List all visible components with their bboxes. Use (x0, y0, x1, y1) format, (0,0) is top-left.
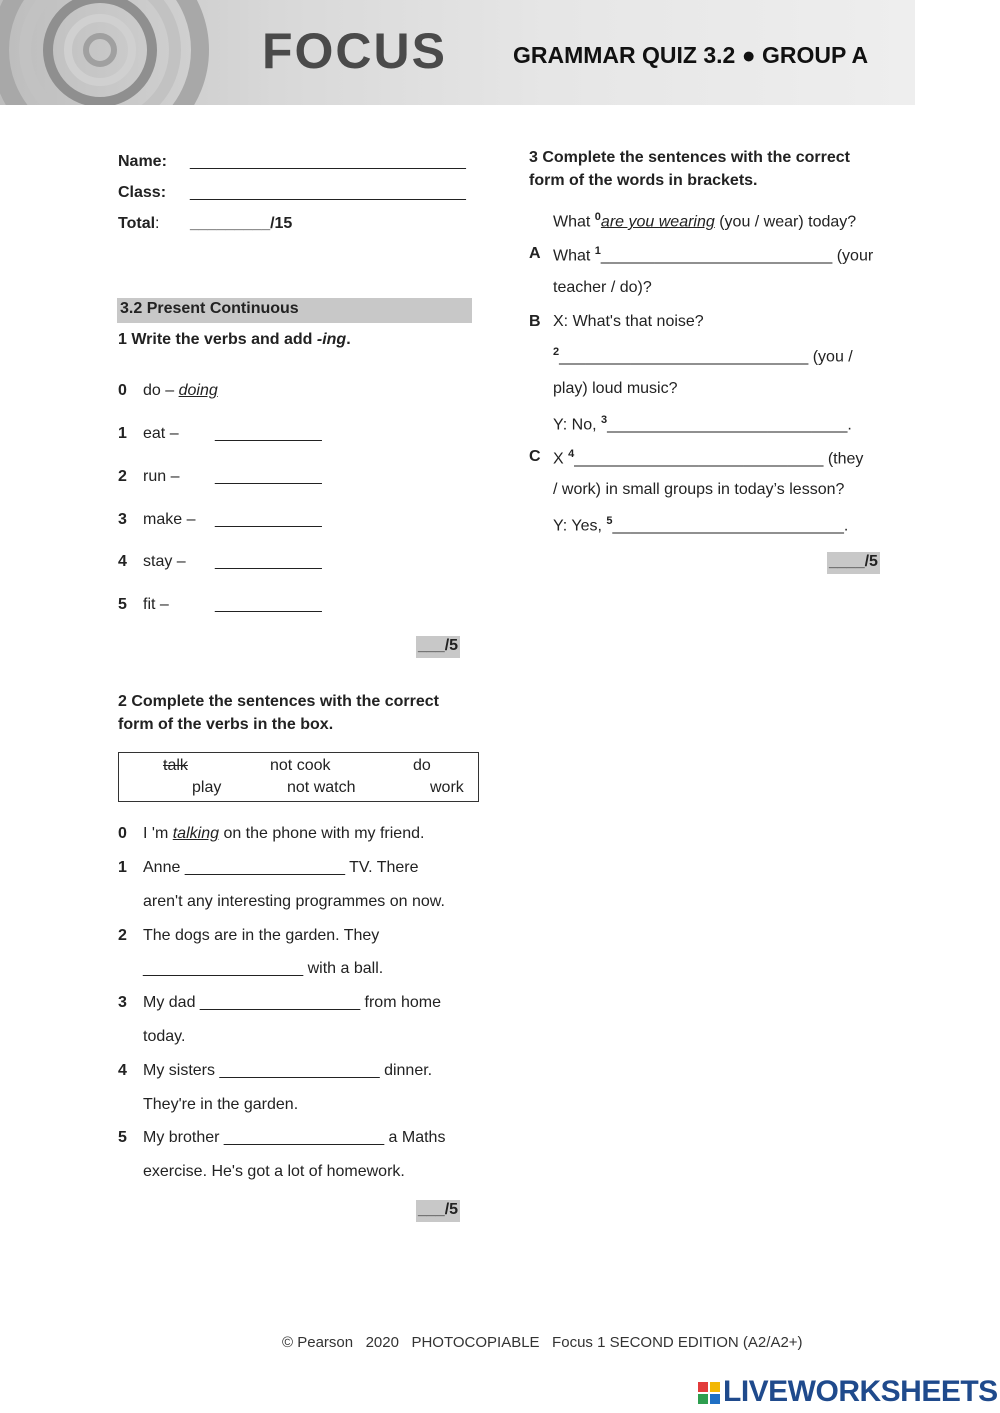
ex1-score: ___/5 (416, 636, 460, 658)
ex3-b-y-pre: Y: No, (553, 416, 597, 434)
ex1-answer-1[interactable]: ____________ (215, 425, 322, 442)
ex3-example-pre: What (553, 213, 591, 231)
ex3-instruction-line1: 3 Complete the sentences with the correct (529, 149, 850, 166)
ex1-item-word: run – (143, 468, 180, 485)
ex3-c-rest[interactable]: ____________________________ (they (574, 450, 864, 468)
ex1-instruction-dot: . (346, 331, 351, 348)
ex2-item-num: 5 (118, 1129, 127, 1146)
ex1-item-num: 2 (118, 468, 127, 485)
box-word: not watch (287, 779, 356, 796)
header-banner (0, 0, 915, 105)
ex1-example (143, 382, 218, 400)
ex3-c-sup4: 4 (568, 448, 575, 460)
ex2-example-num: 0 (118, 825, 127, 842)
ex1-item-word: make – (143, 511, 196, 528)
ex1-item-word: stay – (143, 553, 186, 570)
liveworksheets-watermark[interactable] (697, 1375, 997, 1411)
quiz-title: GRAMMAR QUIZ 3.2 ● GROUP A (513, 42, 869, 68)
ex3-example (553, 211, 856, 231)
ex3-c-sup5: 5 (606, 515, 613, 527)
footer-copyright: © Pearson 2020 PHOTOCOPIABLE Focus 1 SECOND EDITION (A2/A2+) (282, 1334, 803, 1351)
word-box (118, 752, 479, 802)
ex1-answer-5[interactable]: ____________ (215, 596, 322, 613)
ex1-item-num: 5 (118, 596, 127, 613)
ex3-a-pre: What (553, 247, 591, 265)
ex3-b-sup3: 3 (601, 414, 608, 426)
ex1-example-word: do – (143, 382, 175, 399)
ex2-example-pre: I 'm (143, 825, 169, 842)
swirl-graphic-icon (0, 0, 250, 105)
ex2-example-post: on the phone with my friend. (223, 825, 425, 842)
section-title: 3.2 Present Continuous (117, 298, 472, 323)
ex2-item-4-line1[interactable]: My sisters __________________ dinner. (143, 1062, 433, 1079)
name-label: Name: (118, 153, 167, 170)
ex1-item-num: 1 (118, 425, 127, 442)
ex1-item-word: fit – (143, 596, 169, 613)
focus-logo: FOCUS (262, 23, 447, 79)
ex3-b-line1: X: What's that noise? (553, 313, 704, 330)
ex1-item-num: 4 (118, 553, 127, 570)
box-word: play (192, 779, 222, 796)
box-word: do (413, 757, 431, 774)
ex1-item-word: eat – (143, 425, 179, 442)
ex2-item-num: 4 (118, 1062, 127, 1079)
box-word: not cook (270, 757, 331, 774)
ex2-item-num: 1 (118, 859, 127, 876)
ex3-c-line2: / work) in small groups in today’s lesson? (553, 481, 845, 498)
ex3-a-sup: 1 (594, 245, 601, 257)
ex2-example (143, 825, 424, 843)
ex3-b-rest[interactable]: ____________________________ (you / (559, 348, 853, 366)
ex1-answer-2[interactable]: ____________ (215, 468, 322, 485)
ex3-a-line1[interactable] (553, 245, 873, 265)
total-label-row (118, 215, 159, 233)
name-field[interactable]: _______________________________ (190, 153, 466, 170)
ex2-instruction-line2: form of the verbs in the box. (118, 716, 334, 733)
ex2-item-1-line2: aren't any interesting programmes on now. (143, 893, 445, 910)
ex3-c-y-rest[interactable]: __________________________. (612, 517, 849, 535)
class-label: Class: (118, 184, 167, 201)
ex2-instruction-line1: 2 Complete the sentences with the correct (118, 693, 439, 710)
total-colon: : (155, 215, 160, 232)
ex3-instruction-line2: form of the words in brackets. (529, 172, 758, 189)
ex1-instruction-text: 1 Write the verbs and add (118, 331, 317, 348)
ex1-item-num: 3 (118, 511, 127, 528)
ex3-label-c: C (529, 448, 541, 465)
ex2-example-answer: talking (172, 825, 219, 842)
ex3-b-y-rest[interactable]: ___________________________. (607, 416, 852, 434)
ex3-b-line2[interactable] (553, 346, 853, 366)
box-word: talk (163, 757, 188, 774)
ex3-a-line2: teacher / do)? (553, 279, 652, 296)
ex2-item-3-line2: today. (143, 1028, 186, 1045)
ex2-item-3-line1[interactable]: My dad __________________ from home (143, 994, 441, 1011)
ex3-label-a: A (529, 245, 541, 262)
liveworksheets-logo-icon (697, 1381, 721, 1405)
liveworksheets-text: LIVEWORKSHEETS (723, 1375, 998, 1408)
ex2-item-5-line2: exercise. He's got a lot of homework. (143, 1163, 405, 1180)
ex3-example-sup: 0 (594, 211, 601, 223)
ex2-item-num: 2 (118, 927, 127, 944)
ex3-c-y-line[interactable] (553, 515, 848, 535)
ex1-answer-4[interactable]: ____________ (215, 553, 322, 570)
ex2-item-5-line1[interactable]: My brother __________________ a Maths (143, 1129, 446, 1146)
ex3-c-pre: X (553, 450, 564, 468)
ex2-item-2-line1: The dogs are in the garden. They (143, 927, 380, 944)
ex3-b-y-line[interactable] (553, 414, 852, 434)
ex1-instruction-ing: -ing (316, 331, 347, 348)
ex1-example-num: 0 (118, 382, 127, 399)
total-field[interactable]: _________/15 (190, 215, 293, 232)
ex3-example-post: (you / wear) today? (719, 213, 857, 231)
ex2-item-2-line2[interactable]: __________________ with a ball. (143, 960, 384, 977)
class-field[interactable]: _______________________________ (190, 184, 466, 201)
ex2-item-4-line2: They're in the garden. (143, 1096, 299, 1113)
box-word: work (430, 779, 464, 796)
ex1-example-answer: doing (178, 382, 218, 399)
ex3-score: ____/5 (827, 552, 880, 574)
ex3-a-rest[interactable]: __________________________ (your (600, 247, 874, 265)
ex3-c-line1[interactable] (553, 448, 863, 468)
ex3-b-line3: play) loud music? (553, 380, 678, 397)
total-label: Total (118, 215, 156, 232)
ex2-score: ___/5 (416, 1200, 460, 1222)
ex1-instruction (118, 331, 351, 349)
ex2-item-num: 3 (118, 994, 127, 1011)
ex3-b-sup2: 2 (553, 346, 560, 358)
ex1-answer-3[interactable]: ____________ (215, 511, 322, 528)
ex3-c-y-pre: Y: Yes, (553, 517, 602, 535)
ex2-item-1-line1[interactable]: Anne __________________ TV. There (143, 859, 419, 876)
ex3-label-b: B (529, 313, 541, 330)
ex3-example-answer: are you wearing (600, 213, 715, 231)
